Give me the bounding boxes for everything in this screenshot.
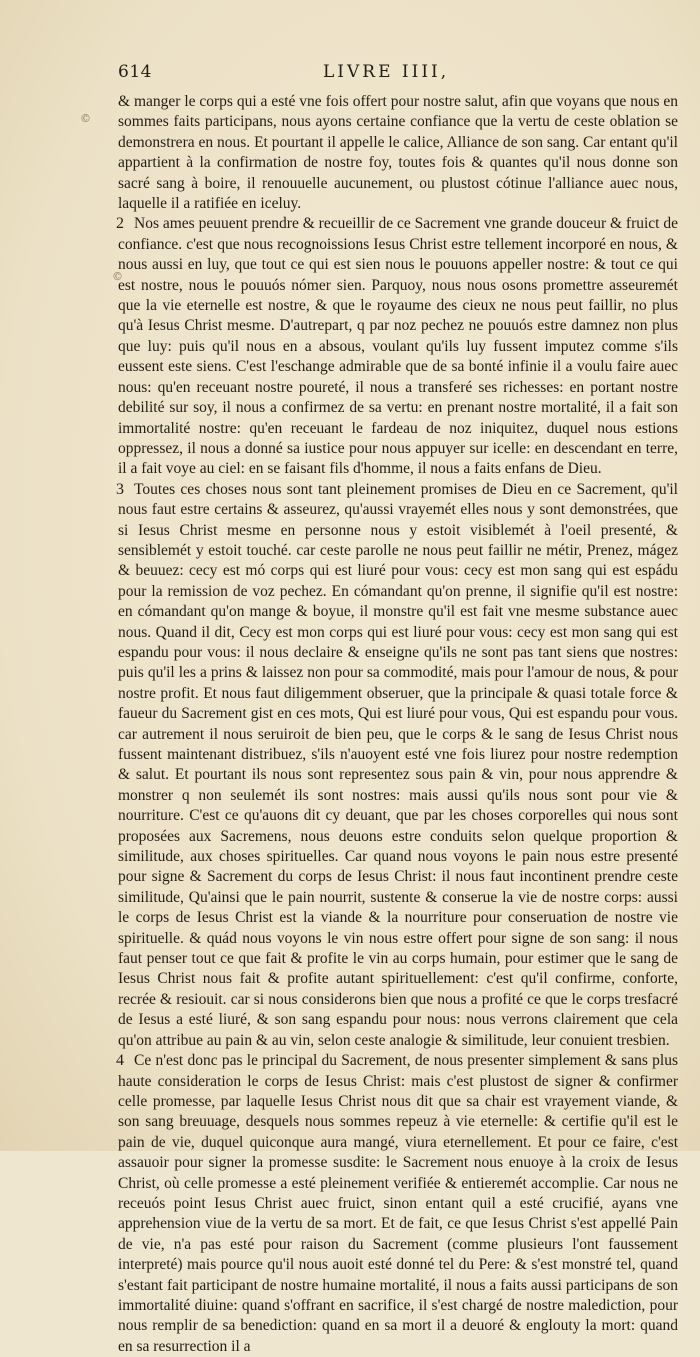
running-head: LIVRE IIII, xyxy=(323,62,450,82)
page-header xyxy=(118,62,678,86)
paragraph-number: 4 xyxy=(116,1052,124,1070)
paragraph-3 xyxy=(118,480,678,1051)
paragraph-text: Ce n'est donc pas le principal du Sacrement, de nous presenter simplement & sans plus haute consideration le corps de Iesus Christ: mais c'est plustost de signer & confirmer celle promesse, par laquelle Iesus Christ nous dit que sa chair est vrayement viande, & son sang breuuage, desquels nous sommes repeuz à vie eternelle: & certifie qu'il est le pain de vie, duquel quiconque aura mangé, viura eternellement. Et pour ce faire, c'est assauoir pour signer la promesse susdite: le Sacrement nous enuoye à la croix de Iesus Christ, où celle promesse a esté pleinement verifiée & entieremét accomplie. Car nous ne receuós point Iesus Christ auec fruict, sinon entant quil a esté crucifié, ayans vne apprehension viue de la vertu de sa mort. Et de fait, ce que Iesus Christ s'est appellé Pain de vie, n'a pas esté pour raison du Sacrement (comme plusieurs l'ont faussement interpreté) mais pource qu'il nous auoit esté donné tel du Pere: & s'est monstré tel, quand s'estant fait participant de nostre humaine mortalité, il nous a faits aussi participans de son immortalité diuine: quand s'offrant en sacrifice, il s'est chargé de nostre malediction, pour nous remplir de sa benediction: quand en sa mort il a deuoré & englouty la mort: quand en sa resurrection il a xyxy=(118,1052,678,1355)
paragraph-4 xyxy=(118,1051,678,1357)
margin-annotation-mark: © xyxy=(112,270,123,283)
paragraph-text: Toutes ces choses nous sont tant pleinement promises de Dieu en ce Sacrement, qu'il nous faut estre certains & asseurez, qu'aussi vrayemét elles nous y sont demonstrées, que si Iesus Christ mesme en personne nous y estoit visiblemét à l'oeil presenté, & sensiblemét y estoit touché. car ceste parolle ne nous peut faillir ne métir, Prenez, mágez & beuuez: cecy est mó corps qui est liuré pour vous: cecy est mon sang qui est espádu pour la remission de voz pechez. En cómandant qu'on prenne, il signifie qu'il est nostre: en cómandant qu'on mange & boyue, il monstre qu'il est fait vne mesme substance auec nous. Quand il dit, Cecy est mon corps qui est liuré pour vous: cecy est mon sang qui est espandu pour vous: il nous declaire & enseigne qu'ils ne sont pas tant siens que nostres: puis qu'il les a prins & laissez non pour sa commodité, mais pour l'amour de nous, & pour nostre profit. Et nous faut diligemment obseruer, que la principale & quasi totale force & faueur du Sacrement gist en ces mots, Qui est liuré pour vous, Qui est espandu pour vous. car autrement il nous seruiroit de bien peu, que le corps & le sang de Iesus Christ nous fussent maintenant distribuez, s'ils n'auoyent esté vne fois liurez pour nostre redemption & salut. Et pourtant ils nous sont representez sous pain & vin, pour nous apprendre & monstrer q non seulemét ils sont nostres: mais aussi qu'ils nous sont pour vie & nourriture. C'est ce qu'auons dit cy deuant, que par les choses corporelles qui nous sont proposées aux Sacremens, nous deuons estre conduits selon quelque proportion & similitude, aux choses spirituelles. Car quand nous voyons le pain nous estre presenté pour signe & Sacrement du corps de Iesus Christ: il nous faut incontinent prendre ceste similitude, Qu'ainsi que le pain nourrit, sustente & conserue la vie de nostre corps: aussi le corps de Iesus Christ est la viande & la nourriture pour conseruation de nostre vie spirituelle. & quád nous voyons le vin nous estre offert pour signe de son sang: il nous faut penser tout ce que fait & profite le vin au corps humain, pour estimer que le sang de Iesus Christ nous fait & profite autant spirituellement: c'est qu'il confirme, conforte, recrée & resiouit. car si nous considerons bien que nous a profité ce que le corps tresfacré de Iesus a esté liuré, & son sang espandu pour nous: nous verrons clairement que cela qu'on attribue au pain & au vin, selon ceste analogie & similitude, leur conuient tresbien. xyxy=(118,480,678,1049)
paragraph-text: & manger le corps qui a esté vne fois offert pour nostre salut, afin que voyans que nous en sommes faits participans, nous ayons certaine confiance que la vertu de ceste oblation se demonstrera en nous. Et pourtant il appelle le calice, Alliance de son sang. Car entant qu'il appartient à la confirmation de nostre foy, toutes fois & quantes qu'il nous donne son sacré sang à boire, il renouuelle aucunement, ou plustost cótinue l'alliance auec nous, laquelle il a ratifiée en iceluy. xyxy=(118,93,678,213)
paragraph-number: 3 xyxy=(116,480,124,498)
paragraph-2 xyxy=(118,214,678,479)
page-number: 614 xyxy=(118,62,152,82)
paragraph-text: Nos ames peuuent prendre & recueillir de ce Sacrement vne grande douceur & fruict de confiance. c'est que nous recognoissions Iesus Christ estre tellement incorporé en nous, & nous aussi en luy, que tout ce qui est sien nous le pouuons appeller nostre: & tout ce qui est nostre, nous le pouuós nómer sien. Parquoy, nous nous osons promettre asseuremét que la vie eternelle est nostre, & que le royaume des cieux ne nous peut faillir, no plus qu'à Iesus Christ mesme. D'autrepart, q par noz pechez ne pouuós estre damnez non plus que luy: puis qu'il nous en a absous, voulant qu'ils luy fussent imputez comme s'ils eussent este siens. C'est l'eschange admirable que de sa bonté infinie il a voulu faire auec nous: qu'en receuant nostre poureté, il nous a transferé ses richesses: en portant nostre debilité sur soy, il nous a confirmez de sa vertu: en prenant nostre mortalité, il a fait son immortalité nostre: qu'en receuant le fardeau de noz iniquitez, duquel nous estions oppressez, il nous a donné sa iustice pour nous appuyer sur icelle: en descendant en terre, il a fait voye au ciel: en se faisant fils d'homme, il nous a faits enfans de Dieu. xyxy=(118,215,678,478)
body-text xyxy=(118,92,678,1357)
margin-annotation-mark: © xyxy=(80,112,91,125)
paragraph-1 xyxy=(118,92,678,214)
paragraph-number: 2 xyxy=(116,215,124,233)
